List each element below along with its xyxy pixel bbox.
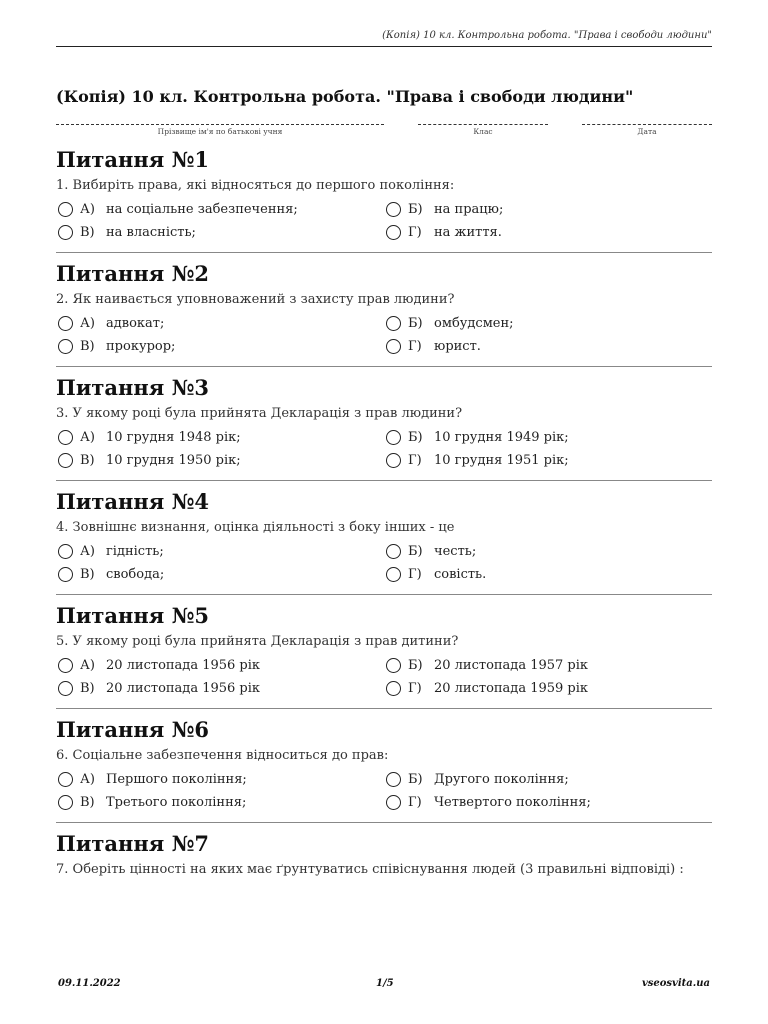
option-text: честь;	[434, 543, 477, 559]
option-text: 20 листопада 1956 рік	[106, 657, 261, 673]
question-heading: Питання №5	[56, 603, 210, 628]
question-4	[56, 489, 712, 582]
question-heading: Питання №2	[56, 261, 210, 286]
option-letter: А)	[80, 315, 95, 331]
question-text: 7. Оберіть цінності на яких має ґрунтуватись співіснування людей (3 правильні відповіді) :	[56, 862, 684, 877]
option-text: свобода;	[106, 566, 165, 582]
question-divider	[56, 594, 712, 595]
option-g[interactable]	[384, 792, 591, 812]
option-a[interactable]	[56, 769, 247, 789]
question-text: 5. У якому році була прийнята Декларація з прав дитини?	[56, 634, 459, 649]
option-text: на життя.	[434, 224, 502, 240]
question-6	[56, 717, 712, 810]
question-7	[56, 832, 712, 878]
option-b[interactable]	[384, 655, 588, 675]
radio-button[interactable]	[386, 453, 401, 468]
question-text: 2. Як наивається уповноважений з захисту прав людини?	[56, 292, 455, 307]
radio-button[interactable]	[386, 772, 401, 787]
question-5	[56, 603, 712, 696]
option-v[interactable]	[56, 792, 246, 812]
option-text: 20 листопада 1959 рік	[434, 680, 589, 696]
radio-button[interactable]	[58, 772, 73, 787]
radio-button[interactable]	[58, 225, 73, 240]
option-letter: В)	[80, 566, 95, 582]
option-letter: Г)	[408, 680, 422, 696]
option-text: на соціальне забезпечення;	[106, 201, 298, 217]
option-letter: Г)	[408, 338, 422, 354]
option-letter: Б)	[408, 201, 423, 217]
option-a[interactable]	[56, 199, 298, 219]
radio-button[interactable]	[386, 658, 401, 673]
radio-button[interactable]	[386, 339, 401, 354]
option-text: Першого покоління;	[106, 771, 247, 787]
question-heading: Питання №3	[56, 375, 210, 400]
question-3	[56, 375, 712, 468]
question-text: 3. У якому році була прийнята Декларація з прав людини?	[56, 406, 463, 421]
question-heading: Питання №7	[56, 831, 210, 856]
option-text: Третього покоління;	[106, 794, 247, 810]
option-text: на власність;	[106, 224, 196, 240]
option-g[interactable]	[384, 336, 481, 356]
option-letter: В)	[80, 452, 95, 468]
student-name-field[interactable]	[56, 114, 384, 136]
footer-date: 09.11.2022	[58, 978, 121, 989]
question-divider	[56, 480, 712, 481]
option-b[interactable]	[384, 313, 514, 333]
student-name-line	[56, 114, 384, 125]
option-letter: Г)	[408, 224, 422, 240]
radio-button[interactable]	[386, 681, 401, 696]
option-letter: Б)	[408, 771, 423, 787]
option-v[interactable]	[56, 564, 164, 584]
option-letter: В)	[80, 338, 95, 354]
option-a[interactable]	[56, 427, 241, 447]
question-text: 4. Зовнішнє визнання, оцінка діяльності з боку інших - це	[56, 520, 455, 535]
date-field[interactable]	[582, 114, 712, 136]
document-title: (Копія) 10 кл. Контрольна робота. "Права і свободи людини"	[56, 87, 634, 106]
option-letter: Б)	[408, 657, 423, 673]
radio-button[interactable]	[386, 567, 401, 582]
date-line	[582, 114, 712, 125]
question-2	[56, 261, 712, 354]
option-letter: Г)	[408, 452, 422, 468]
option-letter: В)	[80, 794, 95, 810]
question-divider	[56, 252, 712, 253]
option-text: Другого покоління;	[434, 771, 569, 787]
option-text: 10 грудня 1948 рік;	[106, 429, 241, 445]
radio-button[interactable]	[58, 453, 73, 468]
date-caption: Дата	[637, 127, 657, 136]
option-g[interactable]	[384, 222, 502, 242]
option-b[interactable]	[384, 541, 476, 561]
option-v[interactable]	[56, 678, 260, 698]
option-a[interactable]	[56, 541, 164, 561]
option-a[interactable]	[56, 313, 164, 333]
option-b[interactable]	[384, 769, 569, 789]
radio-button[interactable]	[58, 339, 73, 354]
option-text: юрист.	[434, 338, 481, 354]
option-v[interactable]	[56, 222, 196, 242]
running-header: (Копія) 10 кл. Контрольна робота. "Права і свободи людини"	[56, 30, 712, 47]
question-text: 1. Вибиріть права, які відносяться до першого покоління:	[56, 178, 455, 193]
question-text: 6. Соціальне забезпечення відноситься до прав:	[56, 748, 389, 763]
radio-button[interactable]	[386, 544, 401, 559]
option-g[interactable]	[384, 450, 569, 470]
radio-button[interactable]	[58, 202, 73, 217]
class-caption: Клас	[473, 127, 493, 136]
question-divider	[56, 708, 712, 709]
radio-button[interactable]	[386, 225, 401, 240]
option-text: адвокат;	[106, 315, 165, 331]
class-field[interactable]	[418, 114, 548, 136]
option-letter: Б)	[408, 543, 423, 559]
option-text: 10 грудня 1949 рік;	[434, 429, 569, 445]
question-heading: Питання №6	[56, 717, 210, 742]
option-text: 20 листопада 1956 рік	[106, 680, 261, 696]
option-b[interactable]	[384, 427, 569, 447]
option-text: 10 грудня 1951 рік;	[434, 452, 569, 468]
option-text: 10 грудня 1950 рік;	[106, 452, 241, 468]
question-divider	[56, 366, 712, 367]
question-divider	[56, 822, 712, 823]
option-letter: Б)	[408, 429, 423, 445]
radio-button[interactable]	[58, 795, 73, 810]
option-g[interactable]	[384, 678, 588, 698]
option-letter: А)	[80, 657, 95, 673]
option-letter: А)	[80, 543, 95, 559]
option-letter: А)	[80, 771, 95, 787]
radio-button[interactable]	[386, 795, 401, 810]
option-text: 20 листопада 1957 рік	[434, 657, 589, 673]
option-b[interactable]	[384, 199, 503, 219]
option-letter: Б)	[408, 315, 423, 331]
radio-button[interactable]	[386, 316, 401, 331]
question-heading: Питання №4	[56, 489, 210, 514]
option-text: прокурор;	[106, 338, 176, 354]
footer-site: vseosvita.ua	[641, 978, 710, 989]
radio-button[interactable]	[386, 202, 401, 217]
option-letter: А)	[80, 201, 95, 217]
radio-button[interactable]	[58, 430, 73, 445]
option-letter: Г)	[408, 566, 422, 582]
question-1	[56, 147, 712, 240]
radio-button[interactable]	[58, 658, 73, 673]
option-text: на працю;	[434, 201, 504, 217]
option-v[interactable]	[56, 336, 175, 356]
class-line	[418, 114, 548, 125]
option-text: Четвертого покоління;	[434, 794, 591, 810]
option-letter: В)	[80, 680, 95, 696]
radio-button[interactable]	[58, 567, 73, 582]
option-v[interactable]	[56, 450, 241, 470]
option-letter: Г)	[408, 794, 422, 810]
option-a[interactable]	[56, 655, 260, 675]
radio-button[interactable]	[58, 316, 73, 331]
student-info-fields	[56, 114, 712, 138]
option-text: совість.	[434, 566, 487, 582]
option-text: гідність;	[106, 543, 164, 559]
radio-button[interactable]	[58, 544, 73, 559]
footer-page-number: 1/5	[376, 978, 394, 989]
radio-button[interactable]	[58, 681, 73, 696]
option-text: омбудсмен;	[434, 315, 514, 331]
option-g[interactable]	[384, 564, 486, 584]
option-letter: В)	[80, 224, 95, 240]
radio-button[interactable]	[386, 430, 401, 445]
question-heading: Питання №1	[56, 147, 210, 172]
option-letter: А)	[80, 429, 95, 445]
student-name-caption: Прізвище ім'я по батькові учня	[157, 127, 283, 136]
